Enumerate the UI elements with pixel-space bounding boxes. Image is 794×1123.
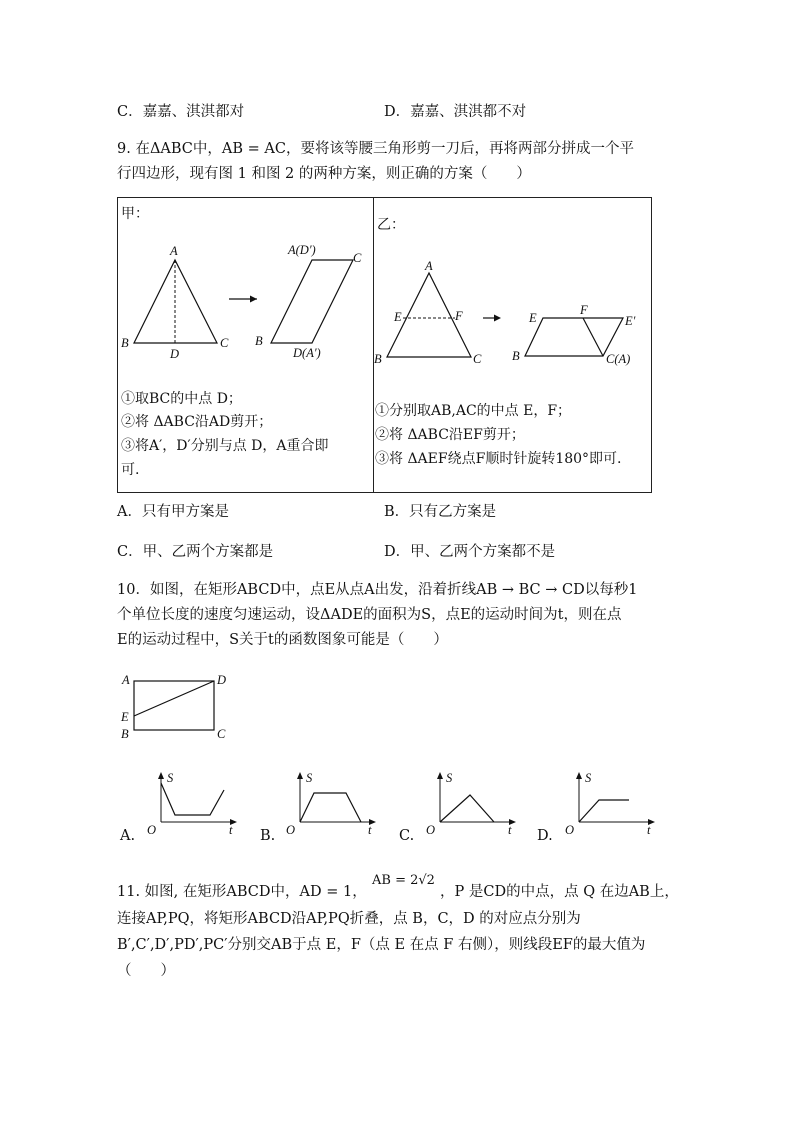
yi-step2: ②将 ΔABC沿EF剪开； — [375, 427, 525, 443]
q9-stem-line2: 行四边形，现有图 1 和图 2 的两种方案，则正确的方案（ ） — [117, 166, 531, 182]
jia-label-A: A — [170, 244, 178, 258]
q11-stem-line2: 连接AP,PQ，将矩形ABCD沿AP,PQ折叠，点 B，C，D 的对应点分别为 — [117, 911, 581, 927]
q10-graph-d — [563, 770, 663, 840]
jia-step3b: 可. — [121, 462, 140, 478]
q11-stem-line1a: 11. 如图, 在矩形ABCD中，AD = 1， — [117, 884, 367, 900]
q11-stem-line1b: ，P 是CD的中点，点 Q 在边AB上， — [440, 884, 679, 900]
graph-c-O: O — [426, 823, 436, 837]
jia-label-AD: A(D′) — [288, 243, 316, 257]
q10-option-b: B. — [260, 828, 276, 844]
q10-label-B: B — [121, 727, 129, 741]
q10-stem-line2: 个单位长度的速度匀速运动，设ΔADE的面积为S，点E的运动时间为t，则在点 — [117, 607, 622, 623]
q10-graph-b — [284, 770, 384, 840]
jia-figure — [117, 197, 373, 377]
q9-option-d: D．甲、乙两个方案都不是 — [384, 544, 556, 560]
jia-label-DA: D(A′) — [293, 346, 321, 360]
q11-stem-line3: B′,C′,D′,PD′,PC′分别交AB于点 E，F（点 E 在点 F 右侧），则线段EF的最大值为 — [117, 937, 646, 953]
jia-label-D: D — [170, 347, 180, 361]
yi-label-B: B — [374, 352, 382, 366]
jia-step1: ①取BC的中点 D； — [121, 391, 242, 407]
yi-label-E2: E — [529, 311, 537, 325]
yi-label-F: F — [455, 309, 463, 323]
yi-step1: ①分别取AB,AC的中点 E，F； — [375, 403, 572, 419]
q8-option-d: D．嘉嘉、淇淇都不对 — [384, 104, 527, 120]
q10-option-a: A. — [120, 828, 136, 844]
q9-option-c: C．甲、乙两个方案都是 — [117, 544, 274, 560]
graph-a-t: t — [229, 823, 233, 837]
graph-c-S: S — [446, 771, 453, 785]
q10-label-E: E — [121, 710, 129, 724]
jia-step3a: ③将A′，D′分别与点 D，A重合即 — [121, 438, 329, 454]
yi-title: 乙： — [377, 217, 405, 233]
yi-label-CA: C(A) — [606, 352, 631, 366]
jia-label-C2: C — [353, 251, 362, 265]
graph-b-S: S — [306, 771, 313, 785]
q10-graph-a — [145, 770, 245, 840]
jia-step2: ②将 ΔABC沿AD剪开； — [121, 414, 273, 430]
q11-stem-line4: （ ） — [117, 963, 175, 979]
q9-stem-line1: 9. 在ΔABC中，AB = AC，要将该等腰三角形剪一刀后，再将两部分拼成一个平 — [117, 141, 634, 157]
graph-d-O: O — [565, 823, 575, 837]
graph-c-t: t — [508, 823, 512, 837]
graph-b-t: t — [368, 823, 372, 837]
graph-b-O: O — [286, 823, 296, 837]
graph-a-O: O — [147, 823, 157, 837]
q9-option-b: B．只有乙方案是 — [384, 504, 497, 520]
yi-label-B2: B — [512, 349, 520, 363]
q10-label-A: A — [122, 673, 130, 687]
yi-label-F2: F — [580, 303, 588, 317]
graph-a-S: S — [167, 771, 174, 785]
yi-step3: ③将 ΔAEF绕点F顺时针旋转180°即可. — [375, 451, 622, 467]
yi-label-A: A — [425, 259, 433, 273]
q10-label-C: C — [217, 727, 226, 741]
q11-ab-value: AB = 2√2 — [372, 873, 435, 888]
jia-label-B2: B — [255, 334, 263, 348]
yi-label-C: C — [473, 352, 482, 366]
q10-option-c: C. — [399, 828, 415, 844]
graph-d-t: t — [647, 823, 651, 837]
q9-option-a: A．只有甲方案是 — [117, 504, 229, 520]
q8-option-c: C．嘉嘉、淇淇都对 — [117, 104, 245, 120]
yi-label-E: E — [394, 310, 402, 324]
yi-label-Ep: E′ — [625, 314, 636, 328]
jia-label-C: C — [220, 336, 229, 350]
q10-stem-line3: E的运动过程中，S关于t的函数图象可能是（ ） — [117, 632, 448, 648]
q10-stem-line1: 10．如图，在矩形ABCD中，点E从点A出发，沿着折线AB → BC → CD以每秒1 — [117, 582, 638, 598]
graph-d-S: S — [585, 771, 592, 785]
jia-title: 甲： — [121, 206, 149, 222]
q10-rectangle-figure — [117, 668, 247, 748]
q10-graph-c — [424, 770, 524, 840]
q10-label-D: D — [217, 673, 227, 687]
yi-figure — [373, 197, 652, 377]
jia-label-B: B — [121, 336, 129, 350]
q10-option-d: D. — [537, 828, 553, 844]
